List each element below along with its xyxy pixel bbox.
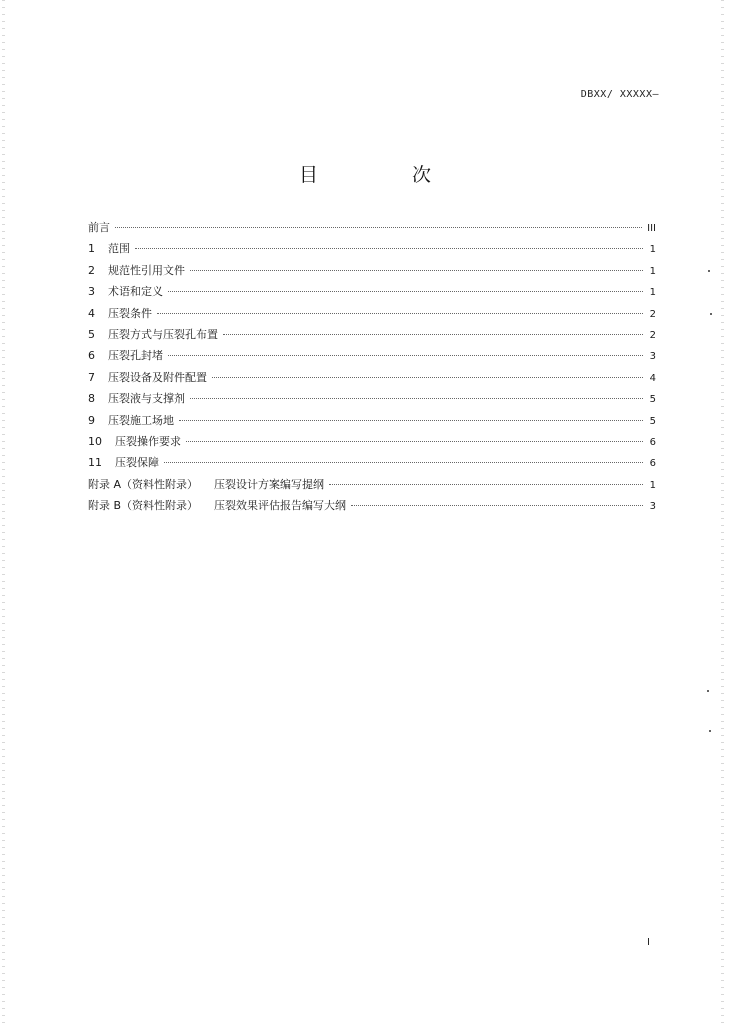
- dot-leader: [223, 334, 643, 335]
- toc-entry-annex-b[interactable]: [88, 495, 656, 516]
- dot-leader: [351, 505, 643, 506]
- toc-entry-number: 3: [88, 285, 95, 299]
- toc-entry-page: 6: [649, 458, 656, 470]
- page-number: I: [647, 937, 650, 948]
- toc-entry-label: 前言: [88, 221, 110, 234]
- annex-prefix: 附录 A（资料性附录）: [88, 477, 199, 491]
- toc-entry-label: 范围: [108, 242, 130, 256]
- toc-entry-7[interactable]: [88, 367, 656, 388]
- toc-entry-page: 2: [649, 308, 656, 320]
- annex-label: 压裂效果评估报告编写大纲: [214, 499, 347, 513]
- toc-entry-8[interactable]: [88, 388, 656, 409]
- toc-entry-label: 压裂操作要求: [115, 434, 181, 448]
- toc-entry-label: 压裂施工场地: [108, 413, 174, 427]
- dot-leader: [212, 377, 643, 378]
- toc-entry-page: 3: [649, 351, 656, 363]
- toc-title: 目 次: [298, 164, 476, 186]
- scan-speck: [708, 270, 710, 272]
- dot-leader: [168, 355, 643, 356]
- toc-entry-9[interactable]: [88, 410, 656, 431]
- table-of-contents: [88, 217, 656, 516]
- toc-entry-page: 1: [649, 244, 656, 256]
- toc-entry-number: 6: [88, 349, 95, 363]
- dot-leader: [168, 291, 643, 292]
- annex-prefix: 附录 B（资料性附录）: [88, 499, 199, 513]
- toc-entry-number: 2: [88, 263, 95, 277]
- dot-leader: [190, 398, 643, 399]
- toc-entry-foreword[interactable]: [88, 217, 656, 238]
- toc-entry-label: 压裂孔封堵: [108, 349, 163, 363]
- toc-entry-11[interactable]: [88, 452, 656, 473]
- toc-entry-2[interactable]: [88, 260, 656, 281]
- toc-entry-page: 6: [649, 436, 656, 448]
- scan-speck: [709, 730, 711, 732]
- toc-entry-label: 压裂设备及附件配置: [108, 370, 207, 384]
- dot-leader: [186, 441, 643, 442]
- toc-entry-number: 9: [88, 413, 95, 427]
- dot-leader: [157, 313, 643, 314]
- dot-leader: [329, 484, 643, 485]
- toc-entry-page: 5: [649, 394, 656, 406]
- scan-edge-left: [2, 0, 5, 1024]
- scan-speck: [707, 690, 709, 692]
- toc-entry-1[interactable]: [88, 238, 656, 259]
- dot-leader: [179, 420, 643, 421]
- toc-entry-number: 11: [88, 456, 102, 470]
- document-code: DBXX/ XXXXX—: [580, 89, 659, 100]
- annex-label: 压裂设计方案编写提纲: [214, 477, 325, 491]
- toc-entry-page: 2: [649, 329, 656, 341]
- dot-leader: [135, 248, 643, 249]
- toc-entry-label: 压裂液与支撑剂: [108, 392, 185, 406]
- toc-entry-page: 5: [649, 415, 656, 427]
- toc-entry-6[interactable]: [88, 345, 656, 366]
- toc-entry-number: 4: [88, 306, 95, 320]
- toc-entry-5[interactable]: [88, 324, 656, 345]
- toc-entry-page: 3: [649, 501, 656, 513]
- toc-entry-page: 1: [649, 265, 656, 277]
- dot-leader: [190, 270, 643, 271]
- toc-entry-label: 压裂方式与压裂孔布置: [108, 327, 218, 341]
- toc-entry-number: 5: [88, 327, 95, 341]
- toc-entry-number: 10: [88, 434, 102, 448]
- dot-leader: [115, 227, 642, 228]
- toc-entry-annex-a[interactable]: [88, 474, 656, 495]
- toc-entry-page: 4: [649, 372, 656, 384]
- toc-entry-3[interactable]: [88, 281, 656, 302]
- toc-entry-number: 1: [88, 242, 95, 256]
- toc-entry-number: 8: [88, 392, 95, 406]
- toc-entry-label: 术语和定义: [108, 285, 163, 299]
- toc-entry-label: 压裂保障: [115, 456, 159, 470]
- toc-entry-4[interactable]: [88, 303, 656, 324]
- dot-leader: [164, 462, 643, 463]
- toc-entry-page: 1: [649, 287, 656, 299]
- scan-edge-right: [721, 0, 724, 1024]
- toc-entry-label: 压裂条件: [108, 306, 152, 320]
- toc-entry-page: III: [647, 223, 656, 234]
- toc-entry-page: 1: [649, 479, 656, 491]
- scan-speck: [710, 313, 712, 315]
- toc-entry-label: 规范性引用文件: [108, 263, 185, 277]
- toc-entry-10[interactable]: [88, 431, 656, 452]
- toc-entry-number: 7: [88, 370, 95, 384]
